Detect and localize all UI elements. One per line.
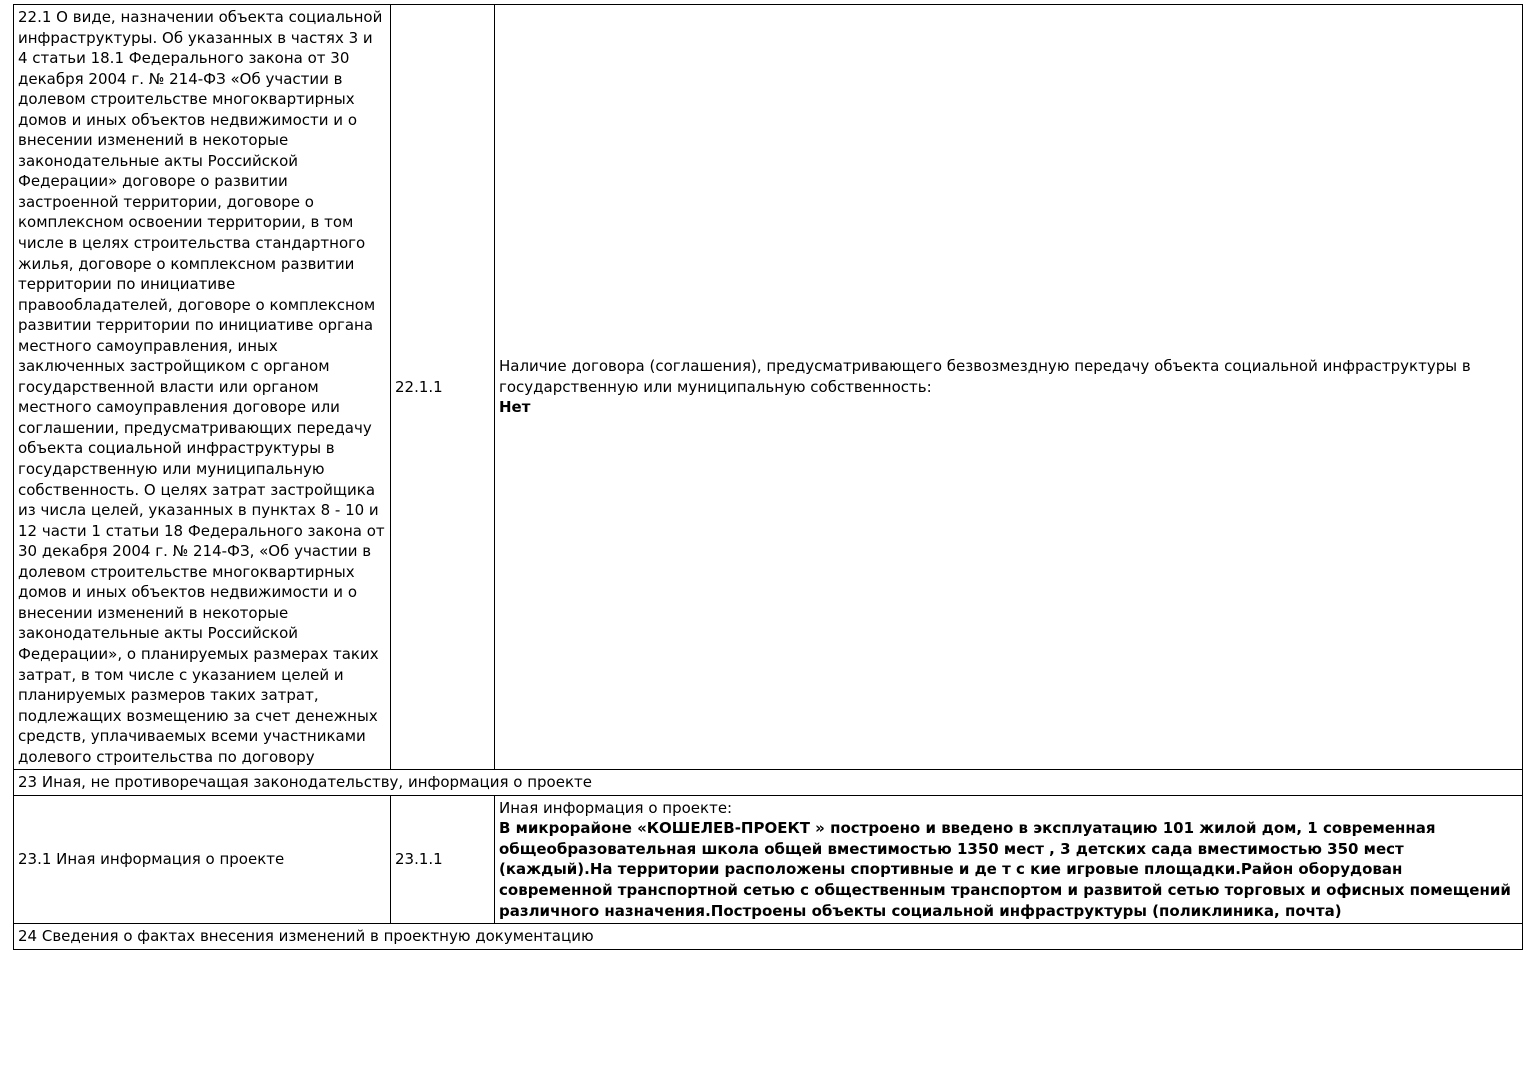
row-23-1-value-cell [495,795,1523,923]
row-23-1-value-text: В микрорайоне «КОШЕЛЕВ-ПРОЕКТ » построено и введено в эксплуатацию 101 жилой дом, 1 современная общеобразовательная школа общей вместимостью 1350 мест , 3 детских сада вместимостью 350 мест (каждый).На территории расположены спортивные и де т с кие игровые площадки.Район оборудован современной транспортной сетью с общественным транспортом и развитой сетью торговых и офисных помещений различного назначения.Построены объекты социальной инфраструктуры (поликлиника, почта) [499,819,1511,920]
row-22-1-value-cell [495,5,1523,770]
row-22-1-value-answer: Нет [499,398,531,417]
row-23-1-code-cell: 23.1.1 [391,795,495,923]
row-23-1-value-label: Иная информация о проекте: [499,798,733,817]
row-23-1-description-cell: 23.1 Иная информация о проекте [14,795,391,923]
project-declaration-table [13,4,1523,950]
section-row-24 [14,924,1523,950]
section-24-label: 24 Сведения о фактах внесения изменений в проектную документацию [14,924,1523,950]
section-23-label: 23 Иная, не противоречащая законодательству, информация о проекте [14,770,1523,796]
table-row-23-1 [14,795,1523,923]
row-22-1-code-cell: 22.1.1 [391,5,495,770]
table-row-22-1 [14,5,1523,770]
row-22-1-value-label: Наличие договора (соглашения), предусматривающего безвозмездную передачу объекта социальной инфраструктуры в государственную или муниципальную собственность: [499,357,1471,396]
row-22-1-description-cell: 22.1 О виде, назначении объекта социальной инфраструктуры. Об указанных в частях 3 и 4 статьи 18.1 Федерального закона от 30 декабря 2004 г. № 214-ФЗ «Об участии в долевом строительстве многоквартирных домов и иных объектов недвижимости и о внесении изменений в некоторые законодательные акты Российской Федерации» договоре о развитии застроенной территории, договоре о комплексном освоении территории, в том числе в целях строительства стандартного жилья, договоре о комплексном развитии территории по инициативе правообладателей, договоре о комплексном развитии территории по инициативе органа местного самоуправления, иных заключенных застройщиком с органом государственной власти или органом местного самоуправления договоре или соглашении, предусматривающих передачу объекта социальной инфраструктуры в государственную или муниципальную собственность. О целях затрат застройщика из числа целей, указанных в пунктах 8 - 10 и 12 части 1 статьи 18 Федерального закона от 30 декабря 2004 г. № 214-ФЗ, «Об участии в долевом строительстве многоквартирных домов и иных объектов недвижимости и о внесении изменений в некоторые законодательные акты Российской Федерации», о планируемых размерах таких затрат, в том числе с указанием целей и планируемых размеров таких затрат, подлежащих возмещению за счет денежных средств, уплачиваемых всеми участниками долевого строительства по договору [14,5,391,770]
section-row-23 [14,770,1523,796]
